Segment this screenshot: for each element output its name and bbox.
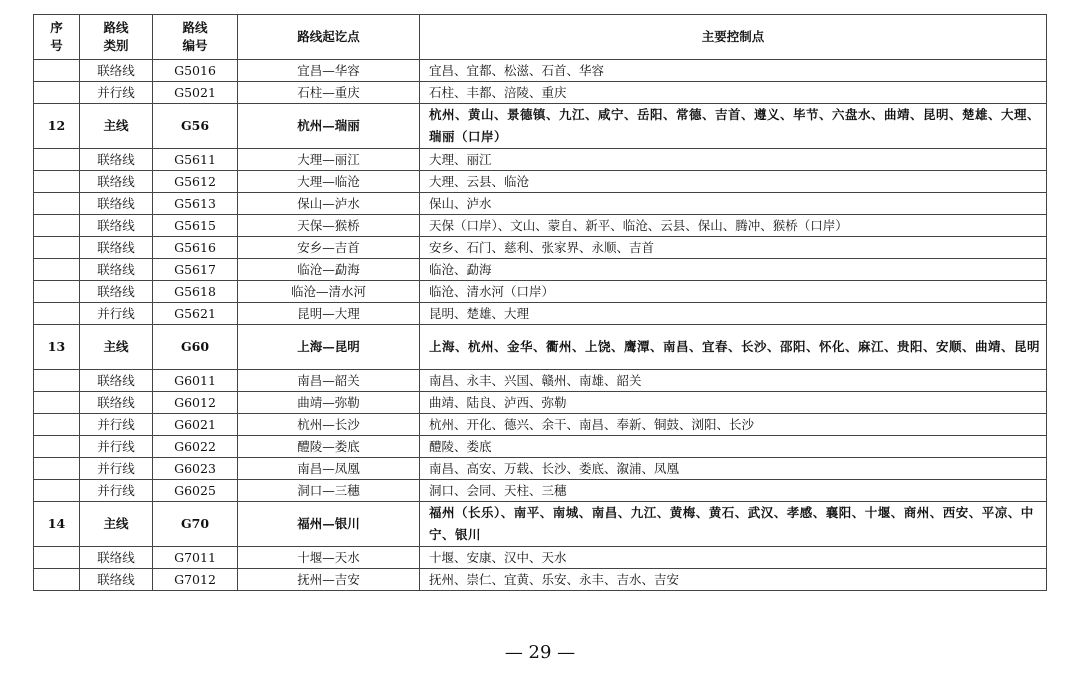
cell-route-code: G5621 xyxy=(153,303,238,325)
cell-route-code: G5611 xyxy=(153,149,238,171)
cell-seq: 14 xyxy=(34,502,80,547)
table-row xyxy=(34,215,1047,237)
cell-route-type: 并行线 xyxy=(80,458,153,480)
cell-seq xyxy=(34,480,80,502)
cell-seq: 12 xyxy=(34,104,80,149)
cell-route-type: 主线 xyxy=(80,502,153,547)
cell-route-type: 主线 xyxy=(80,325,153,370)
cell-route-type: 并行线 xyxy=(80,436,153,458)
table-row xyxy=(34,303,1047,325)
cell-endpoints: 南昌—凤凰 xyxy=(238,458,420,480)
cell-route-type: 联络线 xyxy=(80,237,153,259)
cell-route-type: 联络线 xyxy=(80,193,153,215)
cell-route-code: G70 xyxy=(153,502,238,547)
cell-seq xyxy=(34,370,80,392)
cell-route-code: G5616 xyxy=(153,237,238,259)
cell-endpoints: 临沧—清水河 xyxy=(238,281,420,303)
cell-control-points: 昆明、楚雄、大理 xyxy=(420,303,1047,325)
cell-endpoints: 洞口—三穗 xyxy=(238,480,420,502)
cell-route-type: 联络线 xyxy=(80,149,153,171)
cell-seq xyxy=(34,60,80,82)
cell-control-points: 抚州、崇仁、宜黄、乐安、永丰、吉水、吉安 xyxy=(420,569,1047,591)
cell-seq xyxy=(34,237,80,259)
table-row xyxy=(34,82,1047,104)
cell-route-code: G5021 xyxy=(153,82,238,104)
cell-route-code: G56 xyxy=(153,104,238,149)
cell-seq xyxy=(34,215,80,237)
cell-route-type: 联络线 xyxy=(80,569,153,591)
cell-control-points: 石柱、丰都、涪陵、重庆 xyxy=(420,82,1047,104)
cell-control-points: 大理、丽江 xyxy=(420,149,1047,171)
header-code: 路线 编号 xyxy=(153,15,238,60)
cell-endpoints: 临沧—勐海 xyxy=(238,259,420,281)
cell-route-code: G6025 xyxy=(153,480,238,502)
cell-endpoints: 抚州—吉安 xyxy=(238,569,420,591)
cell-endpoints: 杭州—瑞丽 xyxy=(238,104,420,149)
table-row xyxy=(34,370,1047,392)
cell-seq xyxy=(34,547,80,569)
header-control-points: 主要控制点 xyxy=(420,15,1047,60)
table-row xyxy=(34,569,1047,591)
cell-route-code: G6012 xyxy=(153,392,238,414)
cell-endpoints: 福州—银川 xyxy=(238,502,420,547)
cell-seq xyxy=(34,436,80,458)
cell-endpoints: 南昌—韶关 xyxy=(238,370,420,392)
cell-route-type: 联络线 xyxy=(80,215,153,237)
header-endpoints: 路线起讫点 xyxy=(238,15,420,60)
cell-endpoints: 石柱—重庆 xyxy=(238,82,420,104)
cell-control-points: 洞口、会同、天柱、三穗 xyxy=(420,480,1047,502)
header-type: 路线 类别 xyxy=(80,15,153,60)
page-number: — 29 — xyxy=(504,642,576,663)
cell-control-points: 临沧、勐海 xyxy=(420,259,1047,281)
table-row xyxy=(34,480,1047,502)
table-row xyxy=(34,259,1047,281)
cell-control-points: 临沧、清水河（口岸） xyxy=(420,281,1047,303)
cell-endpoints: 宜昌—华容 xyxy=(238,60,420,82)
cell-endpoints: 天保—猴桥 xyxy=(238,215,420,237)
cell-route-code: G6023 xyxy=(153,458,238,480)
cell-control-points: 十堰、安康、汉中、天水 xyxy=(420,547,1047,569)
cell-endpoints: 大理—丽江 xyxy=(238,149,420,171)
cell-control-points: 杭州、黄山、景德镇、九江、咸宁、岳阳、常德、吉首、遵义、毕节、六盘水、曲靖、昆明、楚雄、大理、瑞丽（口岸） xyxy=(420,104,1047,149)
cell-control-points: 南昌、永丰、兴国、赣州、南雄、韶关 xyxy=(420,370,1047,392)
cell-route-type: 联络线 xyxy=(80,392,153,414)
cell-control-points: 大理、云县、临沧 xyxy=(420,171,1047,193)
cell-endpoints: 上海—昆明 xyxy=(238,325,420,370)
table-row xyxy=(34,392,1047,414)
cell-route-type: 联络线 xyxy=(80,281,153,303)
cell-endpoints: 昆明—大理 xyxy=(238,303,420,325)
table-row xyxy=(34,60,1047,82)
cell-seq xyxy=(34,82,80,104)
table-header xyxy=(34,15,1047,60)
table-row xyxy=(34,193,1047,215)
cell-seq xyxy=(34,303,80,325)
cell-seq xyxy=(34,193,80,215)
cell-route-code: G6022 xyxy=(153,436,238,458)
cell-control-points: 南昌、高安、万载、长沙、娄底、溆浦、凤凰 xyxy=(420,458,1047,480)
cell-endpoints: 大理—临沧 xyxy=(238,171,420,193)
cell-endpoints: 杭州—长沙 xyxy=(238,414,420,436)
cell-route-type: 并行线 xyxy=(80,303,153,325)
cell-control-points: 天保（口岸）、文山、蒙自、新平、临沧、云县、保山、腾冲、猴桥（口岸） xyxy=(420,215,1047,237)
table-row-main xyxy=(34,502,1047,547)
cell-control-points: 宜昌、宜都、松滋、石首、华容 xyxy=(420,60,1047,82)
table-row xyxy=(34,281,1047,303)
cell-route-type: 联络线 xyxy=(80,370,153,392)
cell-route-type: 联络线 xyxy=(80,171,153,193)
cell-control-points: 曲靖、陆良、泸西、弥勒 xyxy=(420,392,1047,414)
route-table xyxy=(33,14,1047,591)
cell-route-type: 联络线 xyxy=(80,259,153,281)
cell-control-points: 保山、泸水 xyxy=(420,193,1047,215)
cell-route-type: 并行线 xyxy=(80,480,153,502)
cell-seq: 13 xyxy=(34,325,80,370)
cell-control-points: 福州（长乐）、南平、南城、南昌、九江、黄梅、黄石、武汉、孝感、襄阳、十堰、商州、西安、平凉、中宁、银川 xyxy=(420,502,1047,547)
table-row-main xyxy=(34,325,1047,370)
cell-seq xyxy=(34,392,80,414)
cell-route-type: 联络线 xyxy=(80,60,153,82)
cell-route-code: G5615 xyxy=(153,215,238,237)
header-seq: 序 号 xyxy=(34,15,80,60)
cell-seq xyxy=(34,149,80,171)
table-row xyxy=(34,237,1047,259)
table-row xyxy=(34,547,1047,569)
cell-control-points: 醴陵、娄底 xyxy=(420,436,1047,458)
cell-route-code: G7012 xyxy=(153,569,238,591)
cell-control-points: 杭州、开化、德兴、余干、南昌、奉新、铜鼓、浏阳、长沙 xyxy=(420,414,1047,436)
table-row xyxy=(34,458,1047,480)
cell-endpoints: 保山—泸水 xyxy=(238,193,420,215)
cell-route-code: G60 xyxy=(153,325,238,370)
cell-route-code: G5618 xyxy=(153,281,238,303)
cell-route-code: G5613 xyxy=(153,193,238,215)
cell-endpoints: 醴陵—娄底 xyxy=(238,436,420,458)
cell-route-code: G5612 xyxy=(153,171,238,193)
cell-route-type: 并行线 xyxy=(80,414,153,436)
table-body xyxy=(34,60,1047,591)
table-row xyxy=(34,436,1047,458)
cell-route-type: 主线 xyxy=(80,104,153,149)
table-row xyxy=(34,149,1047,171)
cell-seq xyxy=(34,414,80,436)
cell-seq xyxy=(34,458,80,480)
table-row xyxy=(34,171,1047,193)
cell-control-points: 上海、杭州、金华、衢州、上饶、鹰潭、南昌、宜春、长沙、邵阳、怀化、麻江、贵阳、安顺、曲靖、昆明 xyxy=(420,325,1047,370)
cell-control-points: 安乡、石门、慈利、张家界、永顺、吉首 xyxy=(420,237,1047,259)
cell-seq xyxy=(34,569,80,591)
cell-route-code: G6011 xyxy=(153,370,238,392)
table-row-main xyxy=(34,104,1047,149)
cell-route-type: 并行线 xyxy=(80,82,153,104)
cell-route-code: G6021 xyxy=(153,414,238,436)
cell-seq xyxy=(34,281,80,303)
cell-route-code: G7011 xyxy=(153,547,238,569)
cell-route-code: G5617 xyxy=(153,259,238,281)
cell-endpoints: 十堰—天水 xyxy=(238,547,420,569)
cell-endpoints: 安乡—吉首 xyxy=(238,237,420,259)
cell-endpoints: 曲靖—弥勒 xyxy=(238,392,420,414)
cell-seq xyxy=(34,259,80,281)
cell-route-type: 联络线 xyxy=(80,547,153,569)
cell-seq xyxy=(34,171,80,193)
table-row xyxy=(34,414,1047,436)
cell-route-code: G5016 xyxy=(153,60,238,82)
